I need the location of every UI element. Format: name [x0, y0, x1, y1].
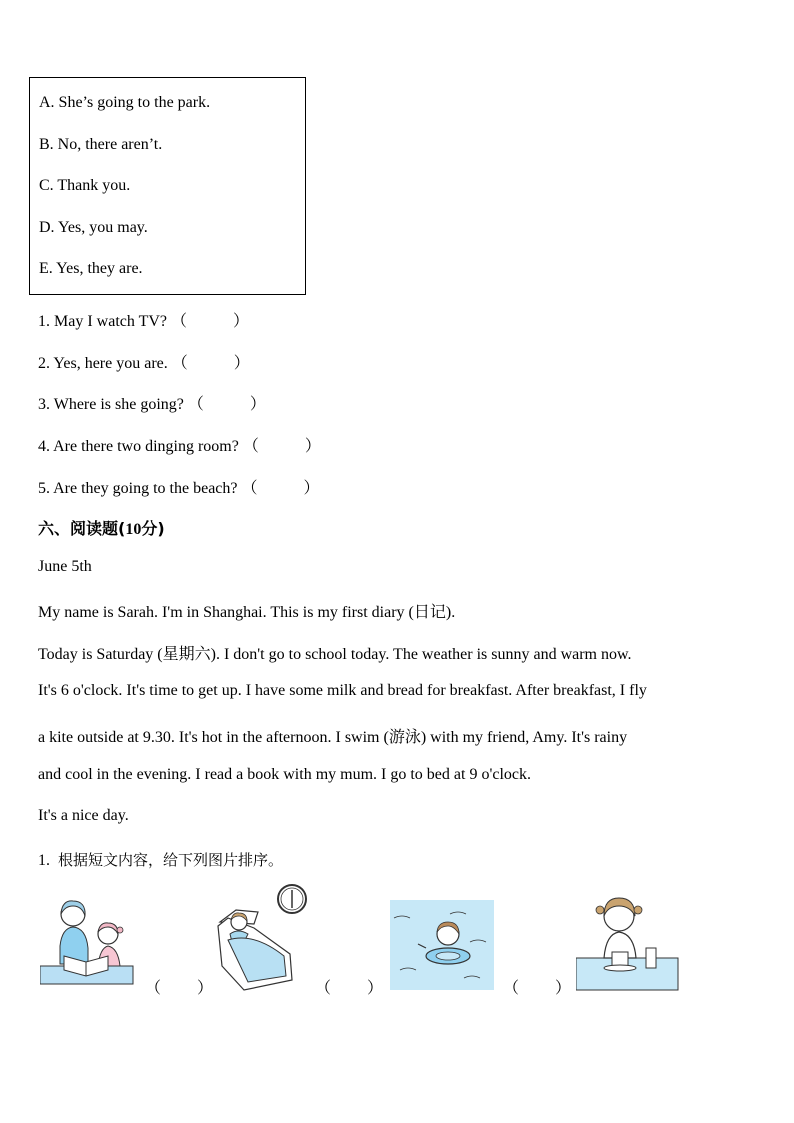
swimming-icon	[390, 900, 494, 992]
answer-paren-1[interactable]: （ ）	[145, 980, 214, 997]
reading-book-icon	[40, 896, 134, 988]
question-text: 5. Are they going to the beach?	[38, 480, 238, 497]
answer-paren-2[interactable]: （ ）	[315, 980, 384, 997]
answer-blank[interactable]: （ ）	[242, 438, 321, 455]
task-instruction: 1. 根据短文内容，给下列图片排序。	[38, 851, 284, 869]
question-3	[38, 391, 266, 414]
section-heading: 六、阅读题(10分)	[38, 519, 165, 538]
answer-blank[interactable]: （ ）	[187, 396, 266, 413]
option-e: E. Yes, they are.	[39, 260, 143, 277]
passage-line: My name is Sarah. I'm in Shanghai. This is my first diary (日记).	[38, 604, 456, 621]
diary-date: June 5th	[38, 558, 92, 575]
question-text: 4. Are there two dinging room?	[38, 438, 239, 455]
question-5	[38, 475, 320, 498]
waking-up-bed-icon	[214, 882, 308, 992]
passage-line: a kite outside at 9.30. It's hot in the afternoon. I swim (游泳) with my friend, Amy. It's rainy	[38, 729, 628, 746]
answer-blank[interactable]: （ ）	[241, 480, 320, 497]
question-4	[38, 433, 321, 456]
passage-line: It's 6 o'clock. It's time to get up. I have some milk and bread for breakfast. After breakfast, I fly	[38, 682, 647, 699]
option-d: D. Yes, you may.	[39, 219, 148, 236]
question-1	[38, 308, 249, 331]
answer-blank[interactable]: （ ）	[171, 355, 250, 372]
question-text: 3. Where is she going?	[38, 396, 184, 413]
option-a: A. She’s going to the park.	[39, 94, 211, 111]
passage-line: It's a nice day.	[38, 807, 129, 824]
passage-line: and cool in the evening. I read a book with my mum. I go to bed at 9 o'clock.	[38, 766, 531, 783]
answer-paren-3[interactable]: （ ）	[503, 980, 572, 997]
question-text: 1. May I watch TV?	[38, 313, 167, 330]
option-b: B. No, there aren’t.	[39, 136, 163, 153]
options-box	[29, 77, 306, 295]
breakfast-girl-icon	[576, 894, 680, 992]
passage-line: Today is Saturday (星期六). I don't go to school today. The weather is sunny and warm now.	[38, 646, 632, 663]
question-text: 2. Yes, here you are.	[38, 355, 168, 372]
answer-blank[interactable]: （ ）	[171, 313, 250, 330]
question-2	[38, 350, 250, 373]
option-c: C. Thank you.	[39, 177, 131, 194]
